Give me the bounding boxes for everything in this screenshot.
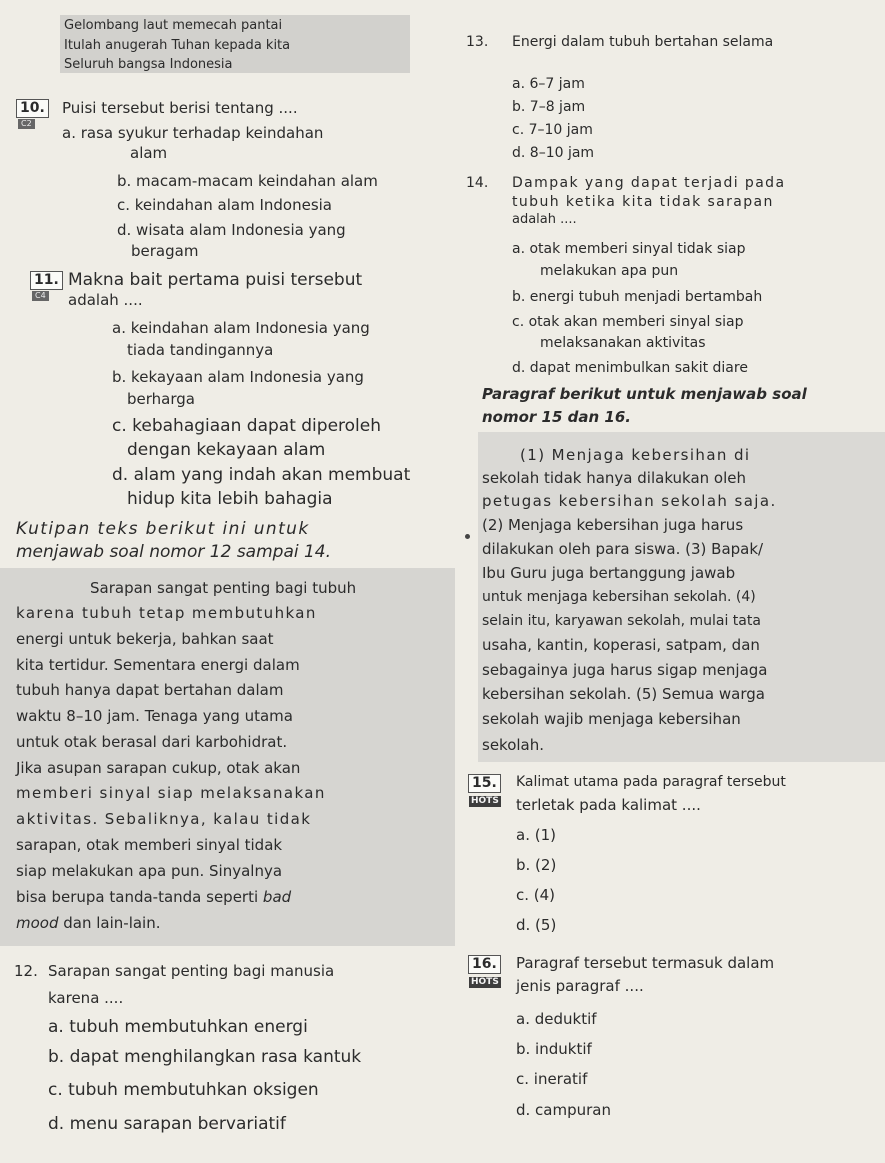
option-d[interactable]: d. 8–10 jam [512, 145, 595, 161]
question-text-cont: jenis paragraf .... [516, 977, 644, 995]
excerpt-line: sarapan, otak memberi sinyal tidak [16, 836, 283, 854]
poem-line-2: Itulah anugerah Tuhan kepada kita [64, 38, 291, 53]
option-d[interactable]: d. dapat menimbulkan sakit diare [512, 360, 748, 376]
hots-badge: HOTS [471, 977, 499, 987]
question-text: Dampak yang dapat terjadi pada [512, 175, 786, 191]
question-number: 15. [468, 774, 501, 793]
excerpt-line: waktu 8–10 jam. Tenaga yang utama [16, 707, 293, 725]
option-b-cont: berharga [127, 390, 195, 408]
option-b[interactable]: b. (2) [516, 856, 557, 874]
question-number: 13. [466, 34, 489, 50]
option-c[interactable]: c. (4) [516, 886, 556, 904]
option-a[interactable]: a. 6–7 jam [512, 76, 585, 92]
option-a-cont: melakukan apa pun [540, 263, 679, 279]
question-text: Kalimat utama pada paragraf tersebut [516, 774, 786, 790]
option-c[interactable]: c. kebahagiaan dapat diperoleh [112, 416, 382, 436]
excerpt-line [16, 914, 161, 933]
paragraph-line: sebagainya juga harus sigap menjaga [482, 661, 768, 679]
excerpt-line: tubuh hanya dapat bertahan dalam [16, 681, 284, 699]
intro-line-2: menjawab soal nomor 12 sampai 14. [16, 542, 332, 562]
excerpt-line: kita tertidur. Sementara energi dalam [16, 656, 300, 674]
question-text: Puisi tersebut berisi tentang .... [62, 99, 298, 117]
paragraph-line: (2) Menjaga kebersihan juga harus [482, 516, 744, 534]
option-c-cont: melaksanakan aktivitas [540, 335, 706, 351]
option-d[interactable]: d. wisata alam Indonesia yang [117, 221, 346, 239]
question-number: 14. [466, 175, 489, 191]
excerpt-line: untuk otak berasal dari karbohidrat. [16, 733, 288, 751]
paragraph-line: selain itu, karyawan sekolah, mulai tata [482, 613, 761, 629]
option-d-cont: hidup kita lebih bahagia [127, 489, 333, 509]
option-a[interactable]: a. keindahan alam Indonesia yang [112, 319, 370, 337]
hots-badge: HOTS [471, 796, 499, 806]
option-c[interactable]: c. otak akan memberi sinyal siap [512, 314, 744, 330]
excerpt-line: energi untuk bekerja, bahkan saat [16, 630, 274, 648]
poem-line-3: Seluruh bangsa Indonesia [64, 57, 233, 72]
intro-line-1: Kutipan teks berikut ini untuk [16, 519, 310, 539]
question-text: Sarapan sangat penting bagi manusia [48, 962, 335, 980]
question-text: Makna bait pertama puisi tersebut [68, 270, 363, 290]
excerpt-text-part: dan lain-lain. [58, 914, 161, 932]
paragraph-line: usaha, kantin, koperasi, satpam, dan [482, 636, 760, 654]
bullet-dot [465, 534, 470, 539]
paragraph-line: sekolah. [482, 736, 545, 754]
option-b[interactable]: b. energi tubuh menjadi bertambah [512, 289, 763, 305]
paragraph-line: sekolah tidak hanya dilakukan oleh [482, 469, 747, 487]
paragraph-line: petugas kebersihan sekolah saja. [482, 492, 777, 510]
option-b[interactable]: b. 7–8 jam [512, 99, 586, 115]
option-d[interactable]: d. menu sarapan bervariatif [48, 1114, 286, 1134]
excerpt-line: Sarapan sangat penting bagi tubuh [90, 579, 357, 597]
question-number: 12. [14, 962, 38, 980]
option-a[interactable]: a. tubuh membutuhkan energi [48, 1017, 308, 1037]
option-c[interactable]: c. tubuh membutuhkan oksigen [48, 1080, 319, 1100]
question-text-cont: adalah .... [68, 291, 143, 309]
question-number: 10. [16, 99, 49, 118]
excerpt-line: Jika asupan sarapan cukup, otak akan [16, 759, 301, 777]
question-number: 11. [30, 271, 63, 290]
level-tag: C2 [18, 119, 35, 129]
option-b[interactable]: b. dapat menghilangkan rasa kantuk [48, 1047, 362, 1067]
option-d[interactable]: d. (5) [516, 916, 557, 934]
question-text-cont: karena .... [48, 989, 124, 1007]
level-tag: C4 [32, 291, 49, 301]
option-d-cont: beragam [131, 242, 199, 260]
option-b[interactable]: b. induktif [516, 1040, 592, 1058]
option-c[interactable]: c. 7–10 jam [512, 122, 593, 138]
paragraph-line: kebersihan sekolah. (5) Semua warga [482, 685, 765, 703]
option-a[interactable]: a. deduktif [516, 1010, 597, 1028]
intro-line-2: nomor 15 dan 16. [482, 408, 631, 426]
excerpt-italic-word: mood [16, 914, 59, 932]
option-a[interactable]: a. otak memberi sinyal tidak siap [512, 241, 746, 257]
paragraph-line: (1) Menjaga kebersihan di [520, 446, 751, 464]
excerpt-line: karena tubuh tetap membutuhkan [16, 604, 317, 622]
option-c[interactable]: c. keindahan alam Indonesia [117, 196, 332, 214]
excerpt-italic-word: bad [262, 888, 292, 906]
question-text-cont: adalah .... [512, 212, 577, 227]
paragraph-line: dilakukan oleh para siswa. (3) Bapak/ [482, 540, 764, 558]
option-a[interactable]: a. rasa syukur terhadap keindahan [62, 124, 324, 142]
question-text: Paragraf tersebut termasuk dalam [516, 954, 775, 972]
option-a-cont: alam [130, 144, 168, 162]
option-c-cont: dengan kekayaan alam [127, 440, 326, 460]
paragraph-line: sekolah wajib menjaga kebersihan [482, 710, 741, 728]
question-text: Energi dalam tubuh bertahan selama [512, 34, 774, 50]
option-d[interactable]: d. campuran [516, 1101, 612, 1119]
excerpt-text-part: bisa berupa tanda-tanda seperti [16, 888, 263, 906]
question-text-cont: terletak pada kalimat .... [516, 796, 701, 814]
option-d[interactable]: d. alam yang indah akan membuat [112, 465, 411, 485]
excerpt-line [16, 888, 291, 907]
excerpt-line: aktivitas. Sebaliknya, kalau tidak [16, 810, 312, 828]
poem-line-1: Gelombang laut memecah pantai [64, 18, 283, 33]
intro-line-1: Paragraf berikut untuk menjawab soal [482, 385, 807, 403]
question-number: 16. [468, 955, 501, 974]
option-a[interactable]: a. (1) [516, 826, 556, 844]
option-a-cont: tiada tandingannya [127, 341, 274, 359]
paragraph-line: untuk menjaga kebersihan sekolah. (4) [482, 589, 756, 605]
paragraph-line: Ibu Guru juga bertanggung jawab [482, 564, 736, 582]
excerpt-line: siap melakukan apa pun. Sinyalnya [16, 862, 283, 880]
excerpt-line: memberi sinyal siap melaksanakan [16, 784, 326, 802]
option-b[interactable]: b. kekayaan alam Indonesia yang [112, 368, 364, 386]
option-b[interactable]: b. macam-macam keindahan alam [117, 172, 378, 190]
option-c[interactable]: c. ineratif [516, 1070, 588, 1088]
question-text-cont: tubuh ketika kita tidak sarapan [512, 194, 774, 210]
